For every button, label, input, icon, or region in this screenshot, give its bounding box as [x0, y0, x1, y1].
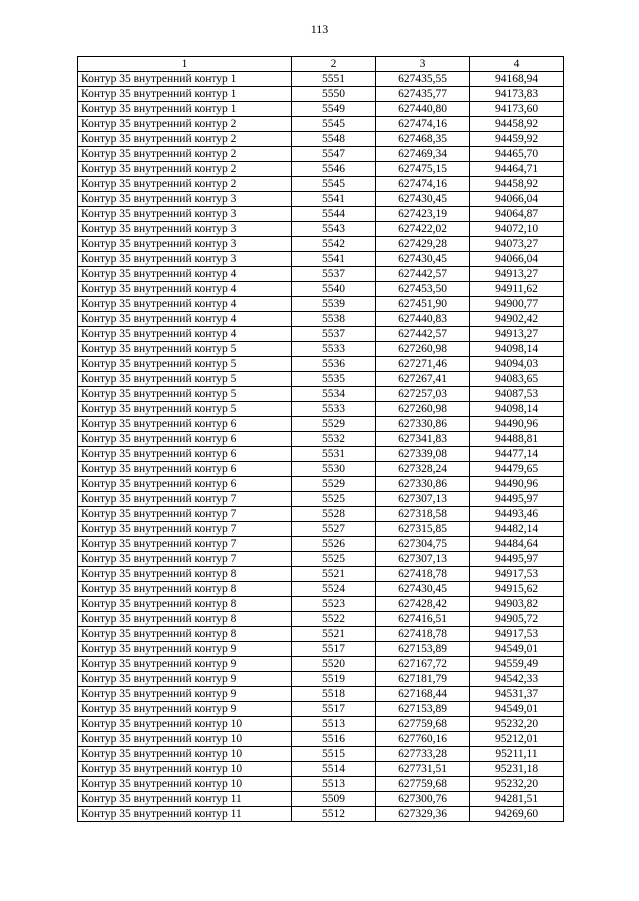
y-coordinate-cell: 95232,20: [470, 717, 564, 732]
x-coordinate-cell: 627430,45: [376, 252, 470, 267]
point-number-cell: 5548: [292, 132, 376, 147]
x-coordinate-cell: 627339,08: [376, 447, 470, 462]
contour-name-cell: Контур 35 внутренний контур 2: [78, 162, 292, 177]
table-row: [78, 432, 564, 447]
x-coordinate-cell: 627453,50: [376, 282, 470, 297]
table-row: [78, 417, 564, 432]
contour-name-cell: Контур 35 внутренний контур 5: [78, 342, 292, 357]
contour-name-cell: Контур 35 внутренний контур 5: [78, 372, 292, 387]
point-number-cell: 5535: [292, 372, 376, 387]
y-coordinate-cell: 94902,42: [470, 312, 564, 327]
y-coordinate-cell: 94484,64: [470, 537, 564, 552]
table-row: [78, 357, 564, 372]
point-number-cell: 5518: [292, 687, 376, 702]
y-coordinate-cell: 94073,27: [470, 237, 564, 252]
table-row: [78, 657, 564, 672]
table-row: [78, 522, 564, 537]
point-number-cell: 5528: [292, 507, 376, 522]
x-coordinate-cell: 627760,16: [376, 732, 470, 747]
table-row: [78, 192, 564, 207]
table-row: [78, 552, 564, 567]
y-coordinate-cell: 94917,53: [470, 627, 564, 642]
point-number-cell: 5526: [292, 537, 376, 552]
point-number-cell: 5549: [292, 102, 376, 117]
y-coordinate-cell: 94479,65: [470, 462, 564, 477]
table-row: [78, 222, 564, 237]
point-number-cell: 5542: [292, 237, 376, 252]
contour-name-cell: Контур 35 внутренний контур 1: [78, 87, 292, 102]
table-row: [78, 177, 564, 192]
x-coordinate-cell: 627759,68: [376, 777, 470, 792]
point-number-cell: 5540: [292, 282, 376, 297]
y-coordinate-cell: 94458,92: [470, 117, 564, 132]
x-coordinate-cell: 627330,86: [376, 477, 470, 492]
table-row: [78, 162, 564, 177]
contour-name-cell: Контур 35 внутренний контур 10: [78, 717, 292, 732]
point-number-cell: 5525: [292, 552, 376, 567]
contour-name-cell: Контур 35 внутренний контур 6: [78, 432, 292, 447]
table-row: [78, 297, 564, 312]
x-coordinate-cell: 627181,79: [376, 672, 470, 687]
table-row: [78, 747, 564, 762]
table-row: [78, 687, 564, 702]
table-row: [78, 702, 564, 717]
contour-name-cell: Контур 35 внутренний контур 7: [78, 507, 292, 522]
column-header-4: 4: [470, 57, 564, 72]
x-coordinate-cell: 627315,85: [376, 522, 470, 537]
point-number-cell: 5522: [292, 612, 376, 627]
point-number-cell: 5545: [292, 177, 376, 192]
contour-name-cell: Контур 35 внутренний контур 5: [78, 387, 292, 402]
contour-name-cell: Контур 35 внутренний контур 4: [78, 327, 292, 342]
x-coordinate-cell: 627430,45: [376, 192, 470, 207]
y-coordinate-cell: 94459,92: [470, 132, 564, 147]
contour-name-cell: Контур 35 внутренний контур 6: [78, 462, 292, 477]
column-header-3: 3: [376, 57, 470, 72]
y-coordinate-cell: 94168,94: [470, 72, 564, 87]
contour-name-cell: Контур 35 внутренний контур 7: [78, 522, 292, 537]
y-coordinate-cell: 94903,82: [470, 597, 564, 612]
point-number-cell: 5517: [292, 642, 376, 657]
table-header-row: [78, 57, 564, 72]
y-coordinate-cell: 94482,14: [470, 522, 564, 537]
y-coordinate-cell: 94066,04: [470, 252, 564, 267]
contour-name-cell: Контур 35 внутренний контур 5: [78, 357, 292, 372]
x-coordinate-cell: 627328,24: [376, 462, 470, 477]
point-number-cell: 5543: [292, 222, 376, 237]
table-row: [78, 342, 564, 357]
coordinates-table: [77, 56, 564, 822]
table-row: [78, 72, 564, 87]
contour-name-cell: Контур 35 внутренний контур 2: [78, 177, 292, 192]
table-row: [78, 567, 564, 582]
table-row: [78, 462, 564, 477]
y-coordinate-cell: 94098,14: [470, 402, 564, 417]
point-number-cell: 5537: [292, 267, 376, 282]
contour-name-cell: Контур 35 внутренний контур 4: [78, 297, 292, 312]
contour-name-cell: Контур 35 внутренний контур 8: [78, 567, 292, 582]
x-coordinate-cell: 627153,89: [376, 702, 470, 717]
contour-name-cell: Контур 35 внутренний контур 8: [78, 582, 292, 597]
table-row: [78, 492, 564, 507]
y-coordinate-cell: 94066,04: [470, 192, 564, 207]
point-number-cell: 5539: [292, 297, 376, 312]
point-number-cell: 5546: [292, 162, 376, 177]
x-coordinate-cell: 627435,77: [376, 87, 470, 102]
y-coordinate-cell: 94281,51: [470, 792, 564, 807]
point-number-cell: 5533: [292, 402, 376, 417]
table-row: [78, 117, 564, 132]
contour-name-cell: Контур 35 внутренний контур 10: [78, 732, 292, 747]
y-coordinate-cell: 95232,20: [470, 777, 564, 792]
point-number-cell: 5544: [292, 207, 376, 222]
contour-name-cell: Контур 35 внутренний контур 2: [78, 132, 292, 147]
table-row: [78, 402, 564, 417]
contour-name-cell: Контур 35 внутренний контур 3: [78, 207, 292, 222]
y-coordinate-cell: 94495,97: [470, 552, 564, 567]
contour-name-cell: Контур 35 внутренний контур 8: [78, 612, 292, 627]
y-coordinate-cell: 94465,70: [470, 147, 564, 162]
table-row: [78, 132, 564, 147]
table-row: [78, 807, 564, 822]
contour-name-cell: Контур 35 внутренний контур 9: [78, 642, 292, 657]
table-row: [78, 627, 564, 642]
table-row: [78, 672, 564, 687]
x-coordinate-cell: 627428,42: [376, 597, 470, 612]
column-header-1: 1: [78, 57, 292, 72]
point-number-cell: 5521: [292, 567, 376, 582]
x-coordinate-cell: 627257,03: [376, 387, 470, 402]
table-row: [78, 612, 564, 627]
point-number-cell: 5512: [292, 807, 376, 822]
y-coordinate-cell: 94913,27: [470, 267, 564, 282]
x-coordinate-cell: 627307,13: [376, 552, 470, 567]
point-number-cell: 5519: [292, 672, 376, 687]
x-coordinate-cell: 627468,35: [376, 132, 470, 147]
x-coordinate-cell: 627416,51: [376, 612, 470, 627]
x-coordinate-cell: 627329,36: [376, 807, 470, 822]
point-number-cell: 5513: [292, 777, 376, 792]
table-row: [78, 102, 564, 117]
contour-name-cell: Контур 35 внутренний контур 9: [78, 702, 292, 717]
y-coordinate-cell: 94915,62: [470, 582, 564, 597]
x-coordinate-cell: 627318,58: [376, 507, 470, 522]
contour-name-cell: Контур 35 внутренний контур 4: [78, 267, 292, 282]
contour-name-cell: Контур 35 внутренний контур 7: [78, 537, 292, 552]
contour-name-cell: Контур 35 внутренний контур 2: [78, 117, 292, 132]
contour-name-cell: Контур 35 внутренний контур 1: [78, 102, 292, 117]
x-coordinate-cell: 627307,13: [376, 492, 470, 507]
y-coordinate-cell: 94531,37: [470, 687, 564, 702]
x-coordinate-cell: 627440,80: [376, 102, 470, 117]
point-number-cell: 5529: [292, 477, 376, 492]
contour-name-cell: Контур 35 внутренний контур 9: [78, 657, 292, 672]
table-row: [78, 147, 564, 162]
point-number-cell: 5534: [292, 387, 376, 402]
point-number-cell: 5513: [292, 717, 376, 732]
y-coordinate-cell: 94559,49: [470, 657, 564, 672]
contour-name-cell: Контур 35 внутренний контур 3: [78, 192, 292, 207]
y-coordinate-cell: 94083,65: [470, 372, 564, 387]
page-number: 113: [310, 22, 329, 36]
contour-name-cell: Контур 35 внутренний контур 1: [78, 72, 292, 87]
point-number-cell: 5517: [292, 702, 376, 717]
x-coordinate-cell: 627167,72: [376, 657, 470, 672]
x-coordinate-cell: 627304,75: [376, 537, 470, 552]
x-coordinate-cell: 627267,41: [376, 372, 470, 387]
table-row: [78, 537, 564, 552]
x-coordinate-cell: 627451,90: [376, 297, 470, 312]
contour-name-cell: Контур 35 внутренний контур 4: [78, 312, 292, 327]
y-coordinate-cell: 94490,96: [470, 417, 564, 432]
y-coordinate-cell: 95231,18: [470, 762, 564, 777]
point-number-cell: 5524: [292, 582, 376, 597]
x-coordinate-cell: 627168,44: [376, 687, 470, 702]
point-number-cell: 5509: [292, 792, 376, 807]
contour-name-cell: Контур 35 внутренний контур 7: [78, 492, 292, 507]
contour-name-cell: Контур 35 внутренний контур 5: [78, 402, 292, 417]
y-coordinate-cell: 94464,71: [470, 162, 564, 177]
y-coordinate-cell: 94905,72: [470, 612, 564, 627]
y-coordinate-cell: 94094,03: [470, 357, 564, 372]
x-coordinate-cell: 627442,57: [376, 267, 470, 282]
table-row: [78, 597, 564, 612]
table-row: [78, 327, 564, 342]
point-number-cell: 5541: [292, 252, 376, 267]
y-coordinate-cell: 94490,96: [470, 477, 564, 492]
contour-name-cell: Контур 35 внутренний контур 6: [78, 447, 292, 462]
table-row: [78, 87, 564, 102]
table-row: [78, 582, 564, 597]
x-coordinate-cell: 627430,45: [376, 582, 470, 597]
column-header-2: 2: [292, 57, 376, 72]
point-number-cell: 5523: [292, 597, 376, 612]
point-number-cell: 5520: [292, 657, 376, 672]
y-coordinate-cell: 94549,01: [470, 702, 564, 717]
x-coordinate-cell: 627418,78: [376, 567, 470, 582]
y-coordinate-cell: 94098,14: [470, 342, 564, 357]
x-coordinate-cell: 627759,68: [376, 717, 470, 732]
table-row: [78, 792, 564, 807]
x-coordinate-cell: 627341,83: [376, 432, 470, 447]
contour-name-cell: Контур 35 внутренний контур 10: [78, 777, 292, 792]
table-row: [78, 447, 564, 462]
y-coordinate-cell: 94913,27: [470, 327, 564, 342]
x-coordinate-cell: 627153,89: [376, 642, 470, 657]
x-coordinate-cell: 627330,86: [376, 417, 470, 432]
point-number-cell: 5514: [292, 762, 376, 777]
point-number-cell: 5530: [292, 462, 376, 477]
x-coordinate-cell: 627260,98: [376, 402, 470, 417]
point-number-cell: 5516: [292, 732, 376, 747]
contour-name-cell: Контур 35 внутренний контур 2: [78, 147, 292, 162]
point-number-cell: 5515: [292, 747, 376, 762]
contour-name-cell: Контур 35 внутренний контур 4: [78, 282, 292, 297]
point-number-cell: 5536: [292, 357, 376, 372]
table-row: [78, 282, 564, 297]
y-coordinate-cell: 94173,60: [470, 102, 564, 117]
point-number-cell: 5521: [292, 627, 376, 642]
x-coordinate-cell: 627474,16: [376, 117, 470, 132]
y-coordinate-cell: 94495,97: [470, 492, 564, 507]
contour-name-cell: Контур 35 внутренний контур 10: [78, 762, 292, 777]
point-number-cell: 5538: [292, 312, 376, 327]
y-coordinate-cell: 94072,10: [470, 222, 564, 237]
contour-name-cell: Контур 35 внутренний контур 3: [78, 222, 292, 237]
y-coordinate-cell: 95211,11: [470, 747, 564, 762]
y-coordinate-cell: 94173,83: [470, 87, 564, 102]
table-row: [78, 642, 564, 657]
x-coordinate-cell: 627300,76: [376, 792, 470, 807]
y-coordinate-cell: 94458,92: [470, 177, 564, 192]
contour-name-cell: Контур 35 внутренний контур 8: [78, 627, 292, 642]
x-coordinate-cell: 627260,98: [376, 342, 470, 357]
table-row: [78, 252, 564, 267]
x-coordinate-cell: 627469,34: [376, 147, 470, 162]
y-coordinate-cell: 94542,33: [470, 672, 564, 687]
y-coordinate-cell: 94269,60: [470, 807, 564, 822]
table-row: [78, 507, 564, 522]
table-body: [78, 72, 564, 822]
point-number-cell: 5537: [292, 327, 376, 342]
contour-name-cell: Контур 35 внутренний контур 8: [78, 597, 292, 612]
contour-name-cell: Контур 35 внутренний контур 10: [78, 747, 292, 762]
contour-name-cell: Контур 35 внутренний контур 6: [78, 477, 292, 492]
point-number-cell: 5529: [292, 417, 376, 432]
x-coordinate-cell: 627475,15: [376, 162, 470, 177]
y-coordinate-cell: 95212,01: [470, 732, 564, 747]
point-number-cell: 5541: [292, 192, 376, 207]
x-coordinate-cell: 627440,83: [376, 312, 470, 327]
x-coordinate-cell: 627731,51: [376, 762, 470, 777]
contour-name-cell: Контур 35 внутренний контур 3: [78, 252, 292, 267]
contour-name-cell: Контур 35 внутренний контур 9: [78, 687, 292, 702]
x-coordinate-cell: 627422,02: [376, 222, 470, 237]
y-coordinate-cell: 94087,53: [470, 387, 564, 402]
table-row: [78, 717, 564, 732]
table-row: [78, 477, 564, 492]
contour-name-cell: Контур 35 внутренний контур 7: [78, 552, 292, 567]
point-number-cell: 5551: [292, 72, 376, 87]
x-coordinate-cell: 627271,46: [376, 357, 470, 372]
point-number-cell: 5533: [292, 342, 376, 357]
x-coordinate-cell: 627435,55: [376, 72, 470, 87]
y-coordinate-cell: 94911,62: [470, 282, 564, 297]
y-coordinate-cell: 94900,77: [470, 297, 564, 312]
point-number-cell: 5547: [292, 147, 376, 162]
contour-name-cell: Контур 35 внутренний контур 11: [78, 807, 292, 822]
point-number-cell: 5531: [292, 447, 376, 462]
y-coordinate-cell: 94493,46: [470, 507, 564, 522]
point-number-cell: 5532: [292, 432, 376, 447]
point-number-cell: 5550: [292, 87, 376, 102]
table-row: [78, 267, 564, 282]
x-coordinate-cell: 627423,19: [376, 207, 470, 222]
table-row: [78, 237, 564, 252]
x-coordinate-cell: 627418,78: [376, 627, 470, 642]
point-number-cell: 5545: [292, 117, 376, 132]
y-coordinate-cell: 94064,87: [470, 207, 564, 222]
x-coordinate-cell: 627429,28: [376, 237, 470, 252]
contour-name-cell: Контур 35 внутренний контур 6: [78, 417, 292, 432]
x-coordinate-cell: 627474,16: [376, 177, 470, 192]
table-row: [78, 732, 564, 747]
point-number-cell: 5525: [292, 492, 376, 507]
y-coordinate-cell: 94549,01: [470, 642, 564, 657]
table-row: [78, 312, 564, 327]
x-coordinate-cell: 627733,28: [376, 747, 470, 762]
table-row: [78, 372, 564, 387]
table-row: [78, 207, 564, 222]
y-coordinate-cell: 94488,81: [470, 432, 564, 447]
contour-name-cell: Контур 35 внутренний контур 11: [78, 792, 292, 807]
contour-name-cell: Контур 35 внутренний контур 3: [78, 237, 292, 252]
contour-name-cell: Контур 35 внутренний контур 9: [78, 672, 292, 687]
y-coordinate-cell: 94477,14: [470, 447, 564, 462]
x-coordinate-cell: 627442,57: [376, 327, 470, 342]
table-row: [78, 387, 564, 402]
table-row: [78, 762, 564, 777]
table-row: [78, 777, 564, 792]
y-coordinate-cell: 94917,53: [470, 567, 564, 582]
point-number-cell: 5527: [292, 522, 376, 537]
